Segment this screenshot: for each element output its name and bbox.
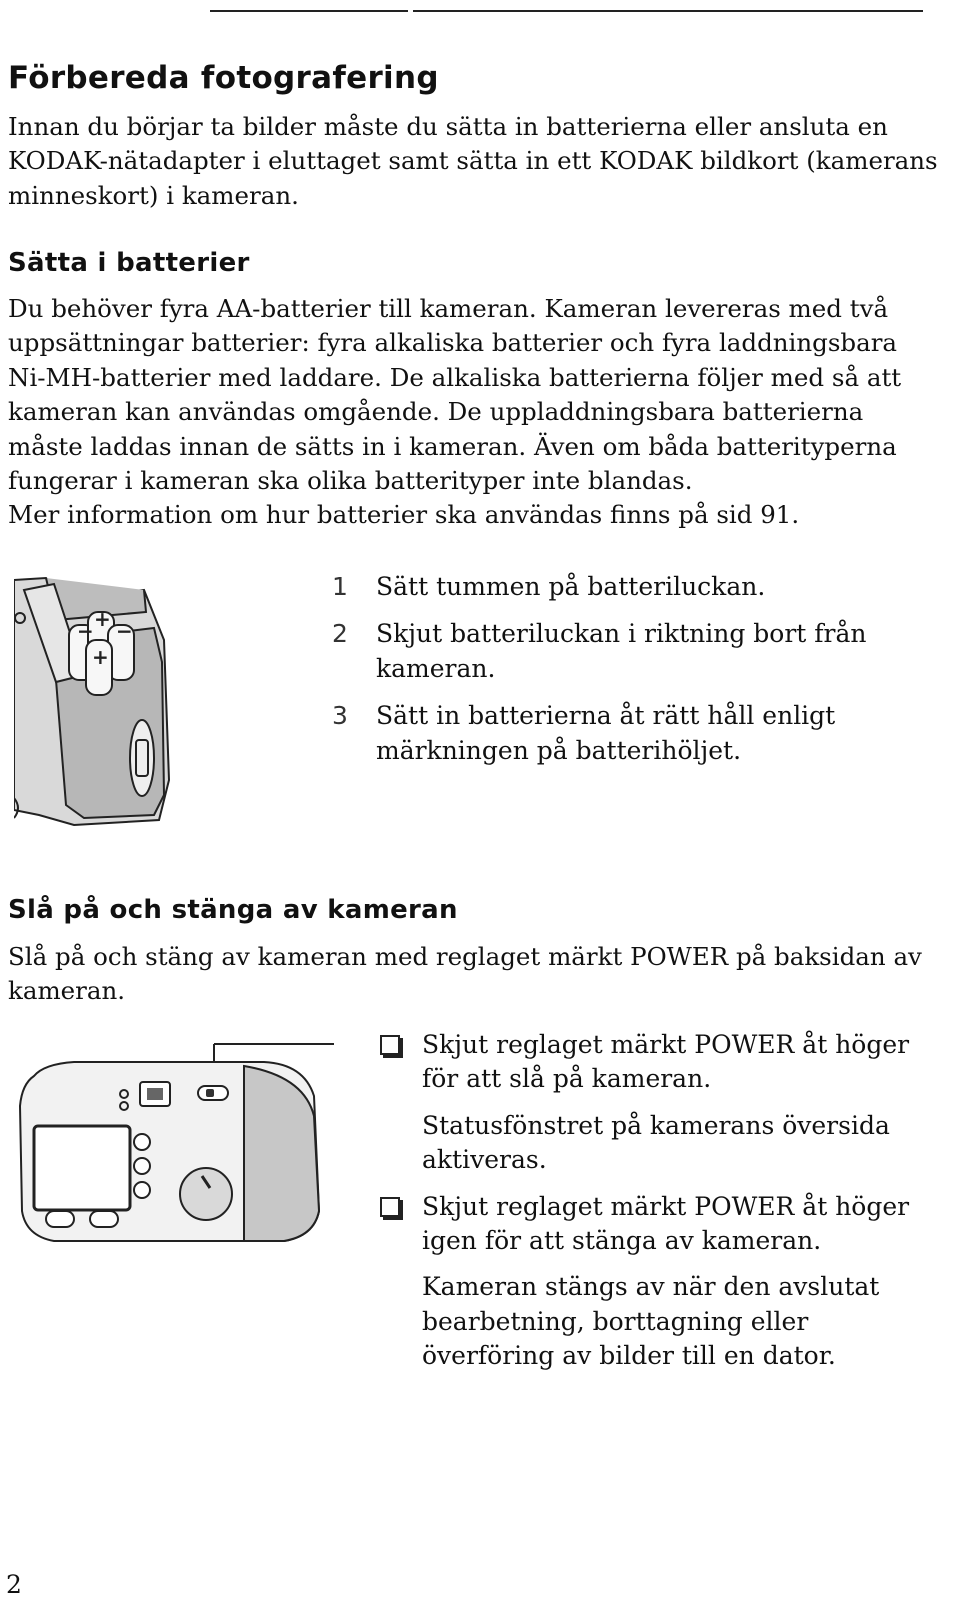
batteries-heading: Sätta i batterier: [8, 248, 250, 278]
checkbox-item: [380, 1190, 940, 1259]
checkbox-icon: [380, 1197, 400, 1217]
step-number: 1: [332, 572, 348, 601]
checkbox-icon: [380, 1035, 400, 1055]
intro-paragraph: Innan du börjar ta bilder måste du sätta in batterierna eller ansluta en KODAK-nätadapter i eluttaget samt sätta in ett KODAK bildkort (kamerans minneskort) i kameran.: [8, 112, 938, 210]
battery-steps-list: [332, 570, 932, 781]
step-text: Sätt in batterierna åt rätt håll enligt märkningen på batterihöljet.: [376, 701, 836, 765]
batteries-paragraph: Du behöver fyra AA-batterier till kameran. Kameran levereras med två uppsättningar batterier: fyra alkaliska batterier och fyra laddningsbara Ni-MH-batterier med laddare. De alkaliska batterierna följer med så att kameran kan användas omgående. De uppladdningsbara batterierna måste laddas innan de sätts in i kameran. Även om båda batterityperna fungerar i kameran ska olika batterityper inte blandas.: [8, 294, 902, 496]
page-number: 2: [6, 1570, 22, 1599]
power-heading: Slå på och stänga av kameran: [8, 895, 458, 925]
svg-text:+: +: [92, 645, 109, 669]
step-number: 2: [332, 619, 348, 649]
item-text: Skjut reglaget märkt POWER åt höger igen för att stänga av kameran.: [422, 1191, 910, 1256]
item-note: Statusfönstret på kamerans översida aktiveras.: [422, 1110, 890, 1175]
step-number: 3: [332, 701, 348, 731]
svg-text:−: −: [77, 619, 94, 643]
checkbox-item: [380, 1028, 940, 1097]
svg-text:+: +: [94, 607, 111, 631]
header-rule-left: [210, 10, 408, 12]
power-paragraph: Slå på och stäng av kameran med reglaget märkt POWER på baksidan av kameran.: [8, 942, 922, 1006]
item-note: Kameran stängs av när den avslutat bearbetning, borttagning eller överföring av bilder till en dator.: [422, 1272, 880, 1371]
svg-text:−: −: [116, 619, 133, 643]
header-rule-right: [413, 10, 923, 12]
step-text: Sätt tummen på batteriluckan.: [376, 572, 766, 601]
battery-step: [332, 699, 932, 768]
camera-back-illustration: [14, 1036, 344, 1251]
power-instructions: [380, 1028, 940, 1386]
item-text: Skjut reglaget märkt POWER åt höger för att slå på kameran.: [422, 1030, 910, 1094]
page-title: Förbereda fotografering: [8, 60, 439, 96]
battery-step: [332, 570, 932, 604]
battery-step: [332, 617, 932, 686]
batteries-more-info: Mer information om hur batterier ska användas finns på sid 91.: [8, 500, 800, 529]
step-text: Skjut batteriluckan i riktning bort från kameran.: [376, 619, 867, 683]
battery-compartment-illustration: [14, 570, 204, 855]
